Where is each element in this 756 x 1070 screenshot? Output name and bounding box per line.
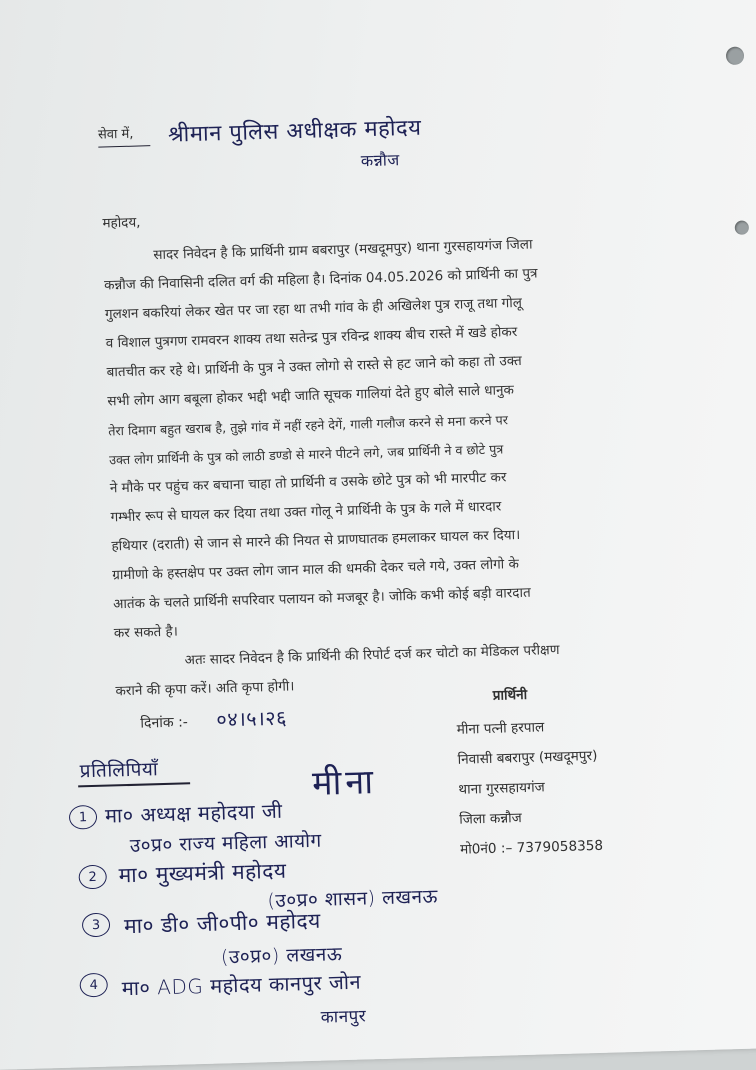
body-line: बातचीत कर रहे थे। प्रार्थिनी के पुत्र ने उक्त लोगो से रास्ते से हट जाने को कहा तो उक्त bbox=[106, 352, 522, 381]
copy-4-line-1: मा० ADG महोदय कानपुर जोन bbox=[121, 969, 362, 1001]
body-line: कन्नौज की निवासिनी दलित वर्ग की महिला है। दिनांक 04.05.2026 को प्रार्थिनी का पुत्र bbox=[103, 265, 538, 294]
copy-3-line-2: (उ०प्र०) लखनऊ bbox=[220, 943, 343, 969]
copy-3-line-1: मा० डी० जी०पी० महोदय bbox=[123, 908, 322, 939]
body-line: सादर निवेदन है कि प्रार्थिनी ग्राम बबरापुर (मखदूमपुर) थाना गुरसहायगंज जिला bbox=[153, 236, 533, 264]
copy-4-line-2: कानपुर bbox=[320, 1006, 367, 1028]
applicant-mobile: मो0नं0 :– 7379058358 bbox=[459, 837, 604, 858]
applicant-signature: मीना bbox=[311, 762, 378, 804]
body-line: आतंक के चलते प्रार्थिनी सपरिवार पलायन को मजबूर है। जोकि कभी कोई बड़ी वारदात bbox=[112, 584, 531, 613]
copy-number-1: 1 bbox=[69, 805, 98, 830]
date-label: दिनांक :- bbox=[140, 714, 189, 732]
body-line: हथियार (दराती) से जान से मारने की नियत से प्राणघातक हमलाकर घायल कर दिया। bbox=[111, 526, 521, 555]
punch-hole-bottom bbox=[735, 220, 749, 234]
copy-number-2: 2 bbox=[78, 865, 107, 890]
body-line: उक्त लोग प्रार्थिनी के पुत्र को लाठी डण्डो से मारने पीटने लगे, जब प्रार्थिनी ने व छोटे पुत्र bbox=[108, 441, 504, 468]
body-line: तेरा दिमाग बहुत खराब है, तुझे गांव में नहीं रहने देगें, गाली गलौज करने से मना करने पर bbox=[108, 412, 509, 439]
punch-hole-top bbox=[726, 47, 744, 65]
applicant-district: जिला कन्नौज bbox=[459, 810, 522, 828]
copy-2-line-1: मा० मुख्यमंत्री महोदय bbox=[118, 858, 287, 888]
salutation-underline bbox=[98, 145, 150, 147]
letter-body bbox=[103, 227, 676, 706]
greeting: महोदय, bbox=[102, 214, 141, 232]
copy-number-4: 4 bbox=[79, 973, 108, 998]
copy-1-line-2: उ०प्र० राज्य महिला आयोग bbox=[129, 829, 323, 858]
copy-number-3: 3 bbox=[82, 913, 111, 938]
salutation-to: सेवा में, bbox=[97, 126, 134, 143]
applicant-village: निवासी बबरापुर (मखदूमपुर) bbox=[457, 747, 598, 768]
applicant-heading: प्रार्थिनी bbox=[492, 686, 528, 704]
body-line: कराने की कृपा करें। अति कृपा होगी। bbox=[115, 678, 295, 700]
applicant-name: मीना पत्नी हरपाल bbox=[456, 719, 545, 738]
body-line: ग्रामीणो के हस्तक्षेप पर उक्त लोग जान माल की धमकी देकर चले गये, उक्त लोगो के bbox=[112, 556, 520, 584]
copy-2-line-2: (उ०प्र० शासन) लखनऊ bbox=[267, 885, 439, 913]
copies-heading-underline bbox=[78, 782, 190, 787]
applicant-thana: थाना गुरसहायगंज bbox=[458, 779, 545, 798]
addressee-city-handwritten: कन्नौज bbox=[360, 150, 401, 171]
addressee-handwritten: श्रीमान पुलिस अधीक्षक महोदय bbox=[167, 115, 422, 148]
date-handwritten: ०४।५।२६ bbox=[216, 705, 288, 732]
body-line: गम्भीर रूप से घायल कर दिया तथा उक्त गोलू ने प्रार्थिनी के पुत्र के गले में धारदार bbox=[110, 498, 502, 526]
body-line: गुलशन बकरियां लेकर खेत पर जा रहा था तभी गांव के ही अखिलेश पुत्र राजू तथा गोलू bbox=[104, 294, 523, 323]
copies-heading: प्रतिलिपियाँ bbox=[79, 758, 159, 783]
body-line: कर सकते है। bbox=[113, 623, 179, 642]
body-line: ने मौके पर पहुंच कर बचाना चाहा तो प्रार्थिनी व उसके छोटे पुत्र को भी मारपीट कर bbox=[109, 469, 507, 497]
body-line: व विशाल पुत्रगण रामवरन शाक्य तथा सतेन्द्र पुत्र रविन्द्र शाक्य बीच रास्ते में खडे होकर bbox=[105, 323, 518, 352]
body-line: सभी लोग आग बबूला होकर भद्दी भद्दी जाति सूचक गालियां देते हुए बोले साले धानुक bbox=[107, 382, 515, 410]
copy-1-line-1: मा० अध्यक्ष महोदया जी bbox=[104, 798, 283, 828]
body-line: अतः सादर निवेदन है कि प्रार्थिनी की रिपोर्ट दर्ज कर चोटो का मेडिकल परीक्षण bbox=[184, 641, 560, 669]
